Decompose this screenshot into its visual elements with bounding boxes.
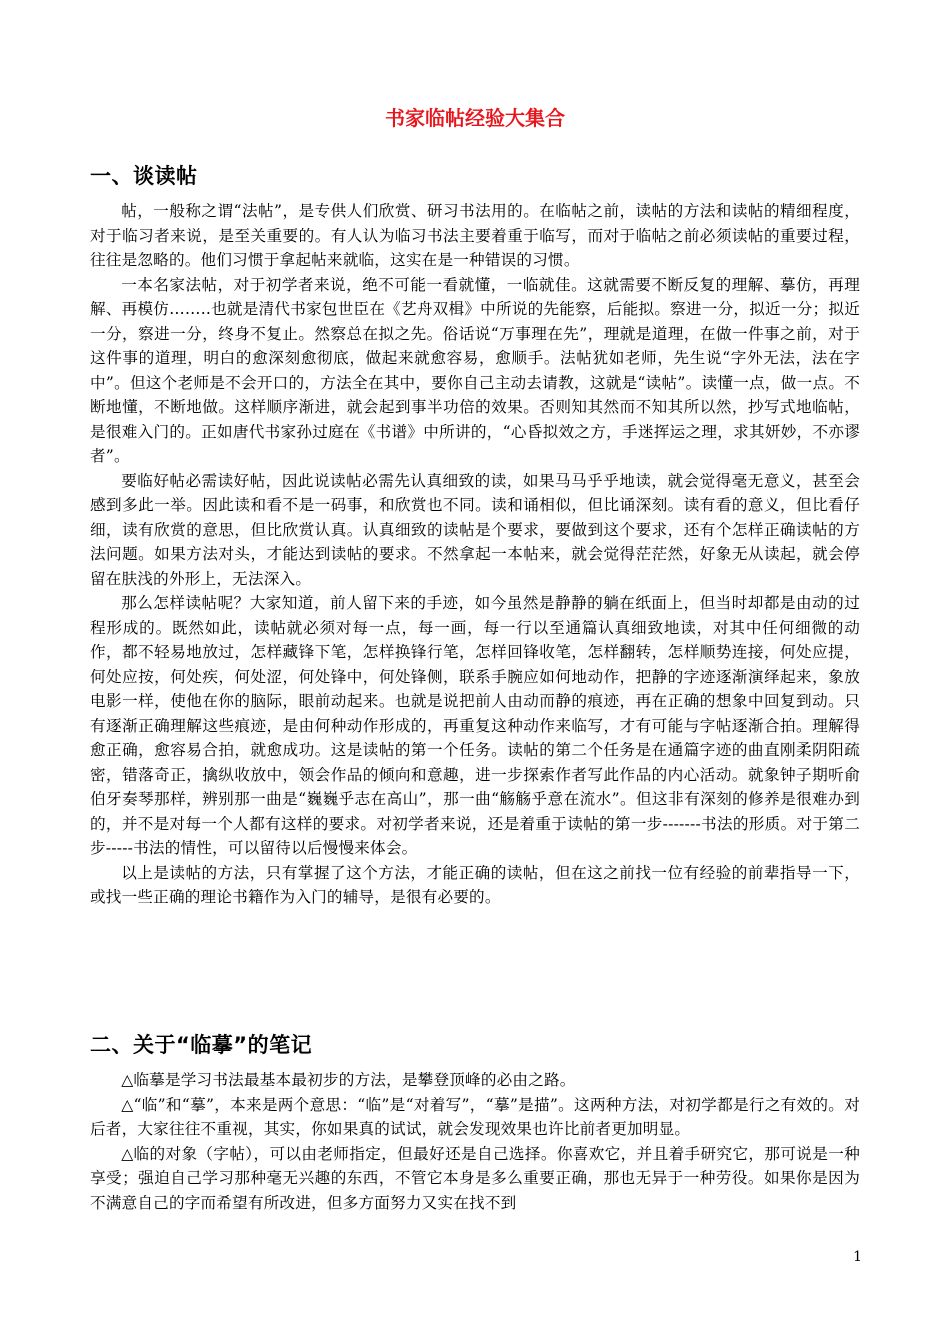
section-reading-copybook [90, 161, 860, 910]
section-copying-notes [90, 1030, 860, 1215]
paragraph: △临摹是学习书法最基本最初步的方法，是攀登顶峰的必由之路。 [121, 1071, 576, 1089]
paragraph: △“临”和“摹”，本来是两个意思：“临”是“对着写”，“摹”是描”。这两种方法，对初学都是行之有效的。对后者，大家往往不重视，其实，你如果真的试试，就会发现效果也许比前者更加明显。 [90, 1095, 860, 1138]
document-title: 书家临帖经验大集合 [385, 106, 565, 130]
paragraph: 一本名家法帖，对于初学者来说，绝不可能一看就懂，一临就佳。这就需要不断反复的理解、摹仿，再理解、再模仿……..也就是清代书家包世臣在《艺舟双楫》中所说的先能察，后能拟。察进一分，拟近一分；拟近一分，察进一分，终身不复止。然察总在拟之先。俗话说“万事理在先”，理就是道理，在做一件事之前，对于这件事的道理，明白的愈深刻愈彻底，做起来就愈容易，愈顺手。法帖犹如老师，先生说“字外无法，法在字中”。但这个老师是不会开口的，方法全在其中，要你自己主动去请教，这就是“读帖”。读懂一点，做一点。不断地懂，不断地做。这样顺序渐进，就会起到事半功倍的效果。否则知其然而不知其所以然，抄写式地临帖，是很难入门的。正如唐代书家孙过庭在《书谱》中所讲的，“心昏拟效之方，手迷挥运之理，求其妍妙，不亦谬者”。 [90, 275, 860, 465]
paragraph: 帖，一般称之谓“法帖”，是专供人们欣赏、研习书法用的。在临帖之前，读帖的方法和读帖的精细程度，对于临习者来说，是至关重要的。有人认为临习书法主要着重于临写，而对于临帖之前必须读帖的重要过程，往往是忽略的。他们习惯于拿起帖来就临，这实在是一种错误的习惯。 [90, 202, 860, 269]
paragraph: 以上是读帖的方法，只有掌握了这个方法，才能正确的读帖，但在这之前找一位有经验的前辈指导一下，或找一些正确的理论书籍作为入门的辅导，是很有必要的。 [90, 863, 860, 906]
paragraph: 要临好帖必需读好帖，因此说读帖必需先认真细致的读，如果马马乎乎地读，就会觉得毫无意义，甚至会感到多此一举。因此读和看不是一码事，和欣赏也不同。读和诵相似，但比诵深刻。读有看的意义，但比看仔细，读有欣赏的意思，但比欣赏认真。认真细致的读帖是个要求，要做到这个要求，还有个怎样正确读帖的方法问题。如果方法对头，才能达到读帖的要求。不然拿起一本帖来，就会觉得茫茫然，好象无从读起，就会停留在肤浅的外形上，无法深入。 [90, 471, 860, 588]
page-number: 1 [853, 1249, 862, 1265]
paragraph: △临的对象（字帖），可以由老师指定，但最好还是自己选择。你喜欢它，并且着手研究它，那可说是一种享受；强迫自己学习那种毫无兴趣的东西，不管它本身是多么重要正确，那也无异于一种劳役。如果你是因为不满意自己的字而希望有所改进，但多方面努力又实在找不到 [90, 1144, 860, 1212]
paragraph: 那么怎样读帖呢？大家知道，前人留下来的手迹，如今虽然是静静的躺在纸面上，但当时却都是由动的过程形成的。既然如此，读帖就必须对每一点，每一画，每一行以至通篇认真细致地读，对其中任何细微的动作，都不轻易地放过，怎样藏锋下笔，怎样换锋行笔，怎样回锋收笔，怎样翻转，怎样顺势连接，何处应提，何处应按，何处疾，何处涩，何处锋中，何处锋侧，联系手腕应如何地动作，把静的字迹逐渐演绎起来，象放电影一样，使他在你的脑际，眼前动起来。也就是说把前人由动而静的痕迹，再在正确的想象中回复到动。只有逐渐正确理解这些痕迹，是由何种动作形成的，再重复这种动作来临写，才有可能与字帖逐渐合拍。理解得愈正确，愈容易合拍，就愈成功。这是读帖的第一个任务。读帖的第二个任务是在通篇字迹的曲直刚柔阴阳疏密，错落奇正，擒纵收放中，领会作品的倾向和意趣，进一步探索作者写此作品的内心活动。就象钟子期听俞伯牙奏琴那样，辨别那一曲是“巍巍乎志在高山”，那一曲“觞觞乎意在流水”。但这非有深刻的修养是很难办到的，并不是对每一个人都有这样的要求。对初学者来说，还是着重于读帖的第一步-------书法的形质。对于第二步-----书法的情性，可以留待以后慢慢来体会。 [90, 594, 860, 857]
section-heading: 二、关于“临摹”的笔记 [90, 1033, 313, 1057]
section-heading: 一、谈读帖 [90, 164, 198, 188]
